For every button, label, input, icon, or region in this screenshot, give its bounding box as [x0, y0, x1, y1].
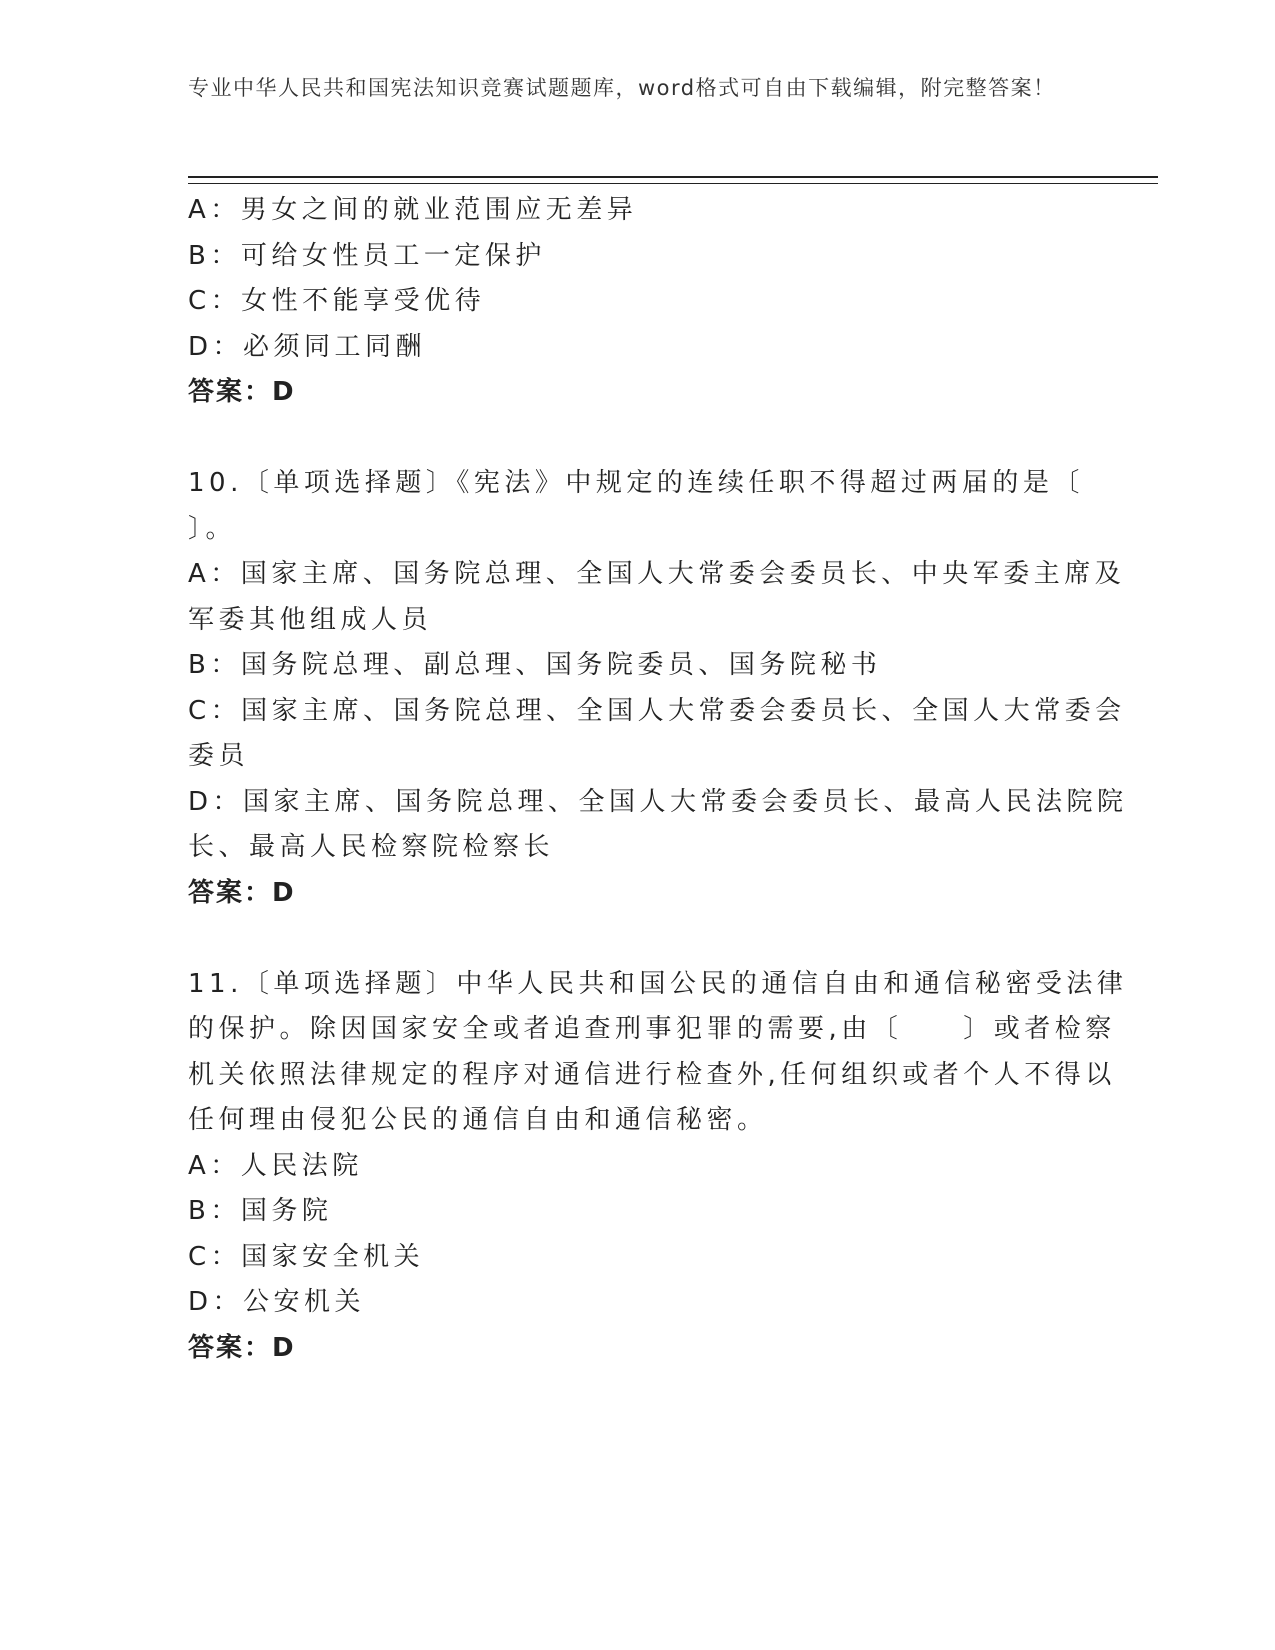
q11-option-d: D：公安机关 — [188, 1287, 366, 1317]
q9-option-a: A：男女之间的就业范围应无差异 — [188, 195, 638, 225]
q11-option-c: C：国家安全机关 — [188, 1241, 425, 1272]
q10-option-d: D：国家主席、国务院总理、全国人大常委会委员长、最高人民法院院 — [188, 786, 1128, 817]
q11-option-a: A：人民法院 — [188, 1150, 363, 1181]
question-11-block — [188, 962, 1128, 1372]
q10-option-a-continued: 军委其他组成人员 — [188, 604, 433, 635]
q9-option-d: D：必须同工同酬 — [188, 331, 427, 362]
q11-option-b: B：国务院 — [188, 1196, 333, 1226]
q10-option-a: A：国家主席、国务院总理、全国人大常委会委员长、中央军委主席及 — [188, 559, 1126, 589]
q10-question-line: 〕。 — [188, 513, 237, 544]
document-header: 专业中华人民共和国宪法知识竞赛试题题库，word格式可自由下载编辑，附完整答案！ — [188, 76, 1056, 100]
header-divider-thin — [188, 183, 1158, 184]
q11-question-line: 机关依照法律规定的程序对通信进行检查外,任何组织或者个人不得以 — [188, 1059, 1116, 1090]
q10-option-b: B：国务院总理、副总理、国务院委员、国务院秘书 — [188, 650, 882, 680]
q11-question-line: 11.〔单项选择题〕中华人民共和国公民的通信自由和通信秘密受法律 — [188, 968, 1128, 999]
q10-option-d-continued: 长、最高人民检察院检察长 — [188, 832, 555, 862]
q10-option-c-continued: 委员 — [188, 741, 250, 771]
spacer — [188, 416, 1078, 462]
q9-option-c: C：女性不能享受优待 — [188, 286, 486, 316]
q9-option-b: B：可给女性员工一定保护 — [188, 240, 546, 271]
header-divider-thick — [188, 176, 1158, 178]
q11-question-line: 的保护。除因国家安全或者追查刑事犯罪的需要,由〔 〕或者检察 — [188, 1014, 1116, 1044]
q10-option-c: C：国家主席、国务院总理、全国人大常委会委员长、全国人大常委会 — [188, 695, 1126, 726]
question-10-block — [188, 461, 1128, 916]
q9-answer: 答案：D — [188, 377, 296, 407]
document-body — [188, 188, 1128, 1371]
q10-answer: 答案：D — [188, 877, 296, 908]
spacer — [188, 916, 1078, 962]
q11-answer: 答案：D — [188, 1332, 296, 1363]
q10-question-line: 10.〔单项选择题〕《宪法》中规定的连续任职不得超过两届的是〔 — [188, 468, 1084, 498]
q11-question-line: 任何理由侵犯公民的通信自由和通信秘密。 — [188, 1105, 768, 1135]
question-9-block — [188, 188, 1078, 416]
